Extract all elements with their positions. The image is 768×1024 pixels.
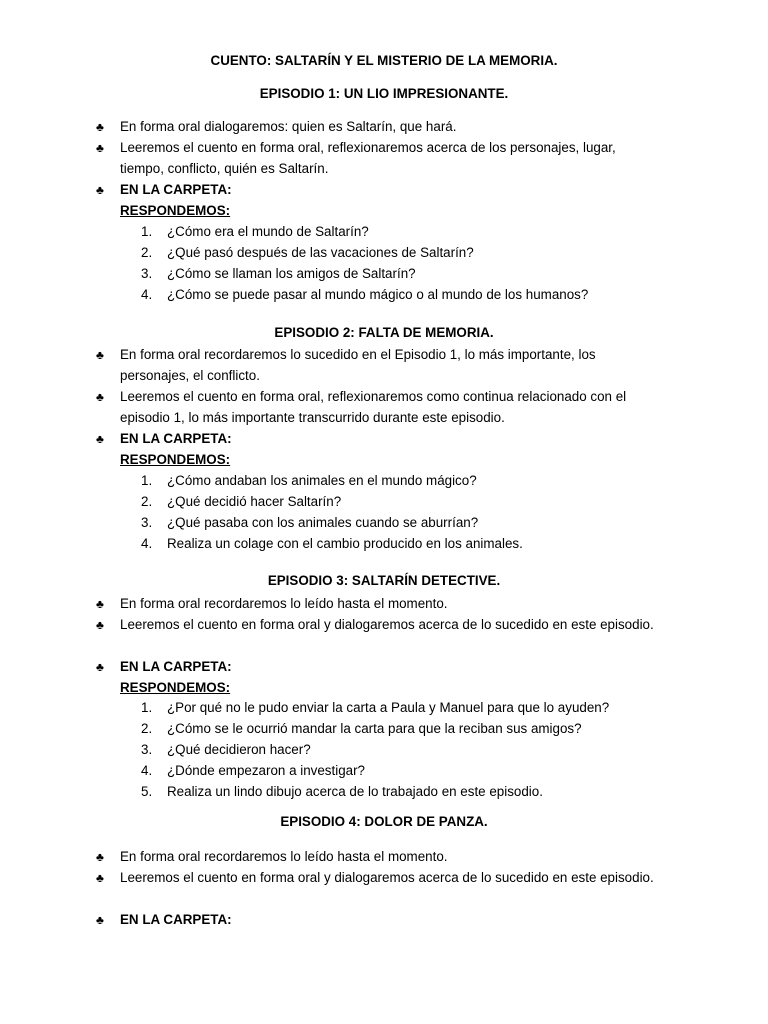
episode-4-heading: EPISODIO 4: DOLOR DE PANZA.: [280, 814, 488, 829]
club-bullet-icon: ♣: [96, 660, 104, 674]
ep1-q4-text: ¿Cómo se puede pasar al mundo mágico o al mundo de los humanos?: [167, 287, 589, 302]
ep3-q2-number: 2.: [141, 721, 153, 736]
ep3-q2-text: ¿Cómo se le ocurrió mandar la carta para que la reciban sus amigos?: [167, 721, 582, 736]
ep3-q3-text: ¿Qué decidieron hacer?: [167, 742, 311, 757]
ep2-respondemos: RESPONDEMOS:: [120, 452, 231, 467]
ep1-bullet-2: Leeremos el cuento en forma oral, reflexionaremos acerca de los personajes, lugar, tiempo, conflicto, quién es Saltarín.: [120, 140, 616, 176]
club-bullet-icon: ♣: [96, 183, 104, 197]
club-bullet-icon: ♣: [96, 120, 104, 134]
club-bullet-icon: ♣: [96, 871, 104, 885]
ep3-carpeta: EN LA CARPETA:: [120, 659, 232, 674]
club-bullet-icon: ♣: [96, 597, 104, 611]
ep1-bullet-1: En forma oral dialogaremos: quien es Saltarín, que hará.: [120, 119, 457, 134]
ep1-q2-text: ¿Qué pasó después de las vacaciones de Saltarín?: [167, 245, 474, 260]
ep3-q3-number: 3.: [141, 742, 153, 757]
ep3-q5-number: 5.: [141, 784, 153, 799]
ep2-q4-number: 4.: [141, 536, 153, 551]
ep1-q3-number: 3.: [141, 266, 153, 281]
club-bullet-icon: ♣: [96, 618, 104, 632]
ep2-bullet-1: En forma oral recordaremos lo sucedido en el Episodio 1, lo más importante, los personajes, el conflicto.: [120, 347, 596, 383]
ep4-bullet-1: En forma oral recordaremos lo leído hasta el momento.: [120, 849, 448, 864]
episode-3-heading: EPISODIO 3: SALTARÍN DETECTIVE.: [267, 573, 501, 588]
ep2-q3-number: 3.: [141, 515, 153, 530]
ep2-q4-text: Realiza un colage con el cambio producido en los animales.: [167, 536, 523, 551]
club-bullet-icon: ♣: [96, 432, 104, 446]
ep1-q4-number: 4.: [141, 287, 153, 302]
ep3-bullet-1: En forma oral recordaremos lo leído hasta el momento.: [120, 596, 448, 611]
club-bullet-icon: ♣: [96, 348, 104, 362]
ep3-bullet-2: Leeremos el cuento en forma oral y dialogaremos acerca de lo sucedido en este episodio.: [120, 617, 654, 632]
ep3-q1-number: 1.: [141, 700, 153, 715]
ep2-bullet-2: Leeremos el cuento en forma oral, reflexionaremos como continua relacionado con el episodio 1, lo más importante transcurrido durante este episodio.: [120, 389, 627, 425]
ep1-q3-text: ¿Cómo se llaman los amigos de Saltarín?: [167, 266, 416, 281]
ep1-q1-text: ¿Cómo era el mundo de Saltarín?: [167, 224, 369, 239]
ep2-q1-number: 1.: [141, 473, 153, 488]
club-bullet-icon: ♣: [96, 141, 104, 155]
ep4-carpeta: EN LA CARPETA:: [120, 912, 232, 927]
ep2-carpeta: EN LA CARPETA:: [120, 431, 232, 446]
ep3-q5-text: Realiza un lindo dibujo acerca de lo trabajado en este episodio.: [167, 784, 543, 799]
ep1-q2-number: 2.: [141, 245, 153, 260]
document-title: CUENTO: SALTARÍN Y EL MISTERIO DE LA MEMORIA.: [210, 53, 558, 68]
club-bullet-icon: ♣: [96, 913, 104, 927]
club-bullet-icon: ♣: [96, 390, 104, 404]
episode-2-heading: EPISODIO 2: FALTA DE MEMORIA.: [274, 325, 494, 340]
episode-1-heading: EPISODIO 1: UN LIO IMPRESIONANTE.: [259, 86, 509, 101]
ep1-q1-number: 1.: [141, 224, 153, 239]
ep3-q4-text: ¿Dónde empezaron a investigar?: [167, 763, 365, 778]
ep3-q4-number: 4.: [141, 763, 153, 778]
ep2-q1-text: ¿Cómo andaban los animales en el mundo mágico?: [167, 473, 477, 488]
ep3-respondemos: RESPONDEMOS:: [120, 680, 231, 695]
ep1-respondemos: RESPONDEMOS:: [120, 203, 231, 218]
ep2-q3-text: ¿Qué pasaba con los animales cuando se aburrían?: [167, 515, 479, 530]
ep2-q2-text: ¿Qué decidió hacer Saltarín?: [167, 494, 342, 509]
ep3-q1-text: ¿Por qué no le pudo enviar la carta a Paula y Manuel para que lo ayuden?: [167, 700, 610, 715]
ep1-carpeta: EN LA CARPETA:: [120, 182, 232, 197]
club-bullet-icon: ♣: [96, 850, 104, 864]
ep2-q2-number: 2.: [141, 494, 153, 509]
ep4-bullet-2: Leeremos el cuento en forma oral y dialogaremos acerca de lo sucedido en este episodio.: [120, 870, 654, 885]
